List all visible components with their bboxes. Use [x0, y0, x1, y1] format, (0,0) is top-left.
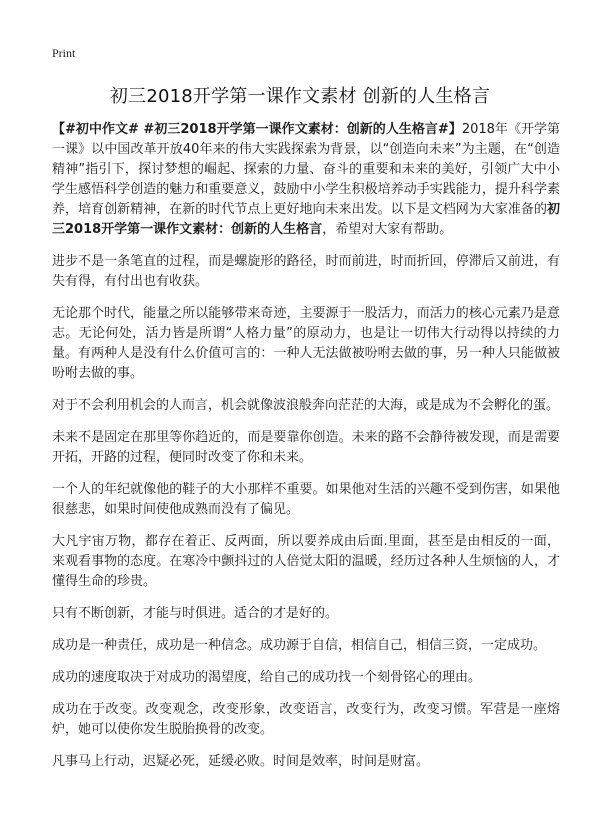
intro-text: 2018年《开学第一课》以中国改革开放40年来的伟大实践探索为背景，以“创造向未来”为主题，在“创造精神”指引下，探讨梦想的崛起、探索的力量、奋斗的重要和未来的美好，引领广大中小学生感悟科学创造的魅力和重要意义，鼓励中小学生积极培养动手实践能力，提升科学素养，培育创新精神，在新的时代节点上更好地向未来出发。以下是文档网为大家准备的 — [52, 122, 561, 217]
intro-text-end: ，希望对大家有帮助。 — [322, 222, 453, 237]
intro-bold-title: 初三2018开学第一课作文素材：创新的人生格言 — [52, 202, 560, 237]
quote-paragraph: 大凡宇宙万物，都存在着正、反两面，所以要养成由后面.里面，甚至是由相反的一面，来观看事物的态度。在寒冷中颤抖过的人倍觉太阳的温暖，经历过各种人生烦恼的人，才懂得生命的珍贵。 — [52, 534, 560, 589]
quote-paragraph: 一个人的年纪就像他的鞋子的大小那样不重要。如果他对生活的兴趣不受到伤害，如果他很慈悲，如果时间使他成熟而没有了偏见。 — [52, 482, 560, 517]
quote-paragraph: 对于不会利用机会的人而言，机会就像波浪般奔向茫茫的大海，或是成为不会孵化的蛋。 — [52, 398, 560, 413]
quote-paragraph: 凡事马上行动，迟疑必死，延缓必败。时间是效率，时间是财富。 — [52, 754, 430, 769]
intro-paragraph — [52, 120, 560, 240]
intro-tag: 【#初中作文# #初三2018开学第一课作文素材：创新的人生格言#】 — [52, 122, 462, 137]
article-body — [52, 120, 560, 784]
article-title: 初三2018开学第一课作文素材 创新的人生格言 — [109, 86, 491, 107]
quote-paragraph: 只有不断创新，才能与时俱进。适合的才是好的。 — [52, 606, 339, 621]
quote-paragraph: 成功在于改变。改变观念，改变形象，改变语言，改变行为，改变习惯。军营是一座熔炉，她可以使你发生脱胎换骨的改变。 — [52, 702, 560, 737]
quote-paragraph: 未来不是固定在那里等你趋近的，而是要靠你创造。未来的路不会静待被发现，而是需要开拓，开路的过程，便同时改变了你和未来。 — [52, 430, 560, 465]
quote-paragraph: 无论那个时代，能量之所以能够带来奇迹，主要源于一股活力，而活力的核心元素乃是意志。无论何处，活力皆是所谓“人格力量”的原动力，也是让一切伟大行动得以持续的力量。有两种人是没有什么价值可言的：一种人无法做被吩咐去做的事，另一种人只能做被吩咐去做的事。 — [52, 306, 560, 381]
print-link[interactable]: Print — [52, 46, 76, 60]
quote-paragraph: 成功的速度取决于对成功的渴望度，给自己的成功找一个刻骨铭心的理由。 — [52, 670, 482, 685]
quote-paragraph: 成功是一种责任，成功是一种信念。成功源于自信，相信自己，相信三资，一定成功。 — [52, 638, 547, 653]
quote-paragraph: 进步不是一条笔直的过程，而是螺旋形的路径，时而前进，时而折回，停滞后又前进，有失有得，有付出也有收获。 — [52, 254, 560, 289]
